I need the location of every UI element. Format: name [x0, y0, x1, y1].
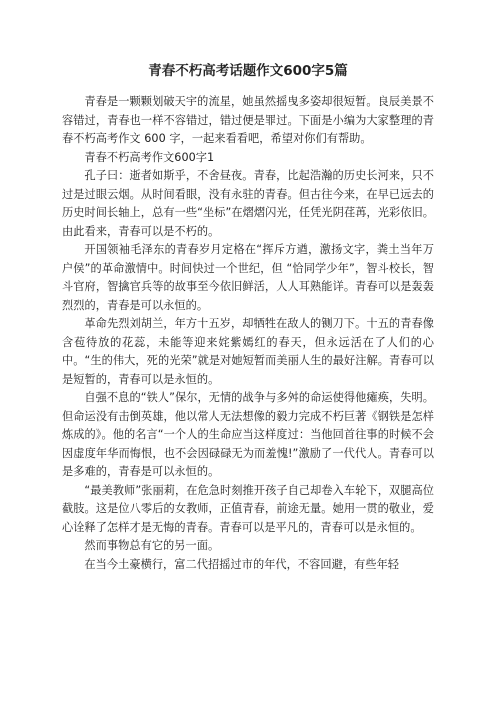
body-paragraph: 孔子曰：逝者如斯乎，不舍昼夜。青春，比起浩瀚的历史长河来，只不过是过眼云烟。从时间看眼，没有永驻的青春。但古往今来，在早已远去的历史时间长轴上，总有一些“坐标”在熠熠闪光，任凭光阴荏苒，光彩依旧。由此看来，青春可以是不朽的。: [62, 169, 434, 238]
essay-heading: 青春不朽高考作文600字1: [84, 150, 215, 164]
body-paragraph: 革命先烈刘胡兰，年方十五岁，却牺牲在敌人的铡刀下。十五的青春像含苞待放的花蕊，未能等迎来姹紫嫣红的春天，但永远活在了人们的心中。“生的伟大，死的光荣”就是对她短暂而美丽人生的最好注解。青春可以是短暂的，青春可以是永恒的。: [62, 317, 434, 386]
body-paragraph: 然而事物总有它的另一面。: [84, 539, 220, 552]
intro-paragraph: 青春是一颗颗划破天宇的流星，她虽然摇曳多姿却很短暂。良辰美景不容错过，青春也一样不容错过，错过便是罪过。下面是小编为大家整理的青春不朽高考作文 600 字，一起来看看吧，希望对你们有帮助。: [62, 95, 434, 145]
body-paragraph: 自强不息的“铁人”保尔，无情的战争与多舛的命运使得他瘫痪，失明。但命运没有击倒英雄，他以常人无法想像的毅力完成不朽巨著《钢铁是怎样炼成的》。他的名言“一个人的生命应当这样度过：当他回首往事的时候不会因虚度年华而悔恨，也不会因碌碌无为而羞愧!”激励了一代代人。青春可以是多难的，青春是可以永恒的。: [62, 391, 434, 478]
body-paragraph: “最美教师”张丽莉，在危急时刻推开孩子自己却卷入车轮下，双腿高位截肢。这是位八零后的女教师，正值青春，前途无量。她用一贯的敬业，爱心诠释了怎样才是无悔的青春。青春可以是平凡的，青春可以是永恒的。: [62, 483, 434, 534]
essay-body: [62, 93, 434, 574]
body-paragraph: 在当今土豪横行，富二代招摇过市的年代，不容回避，有些年轻: [84, 557, 400, 571]
page-title: 青春不朽高考话题作文600字5篇: [148, 63, 348, 79]
body-paragraph: 开国领袖毛泽东的青春岁月定格在“挥斥方遒，激扬文字，粪土当年万户侯”的革命激情中。时间快过一个世纪，但 “恰同学少年”，智斗校长，智斗官府，智擒官兵等的故事至今依旧鲜活，人人耳熟能详。青春可以是轰轰烈烈的，青春是可以永恒的。: [62, 243, 434, 312]
